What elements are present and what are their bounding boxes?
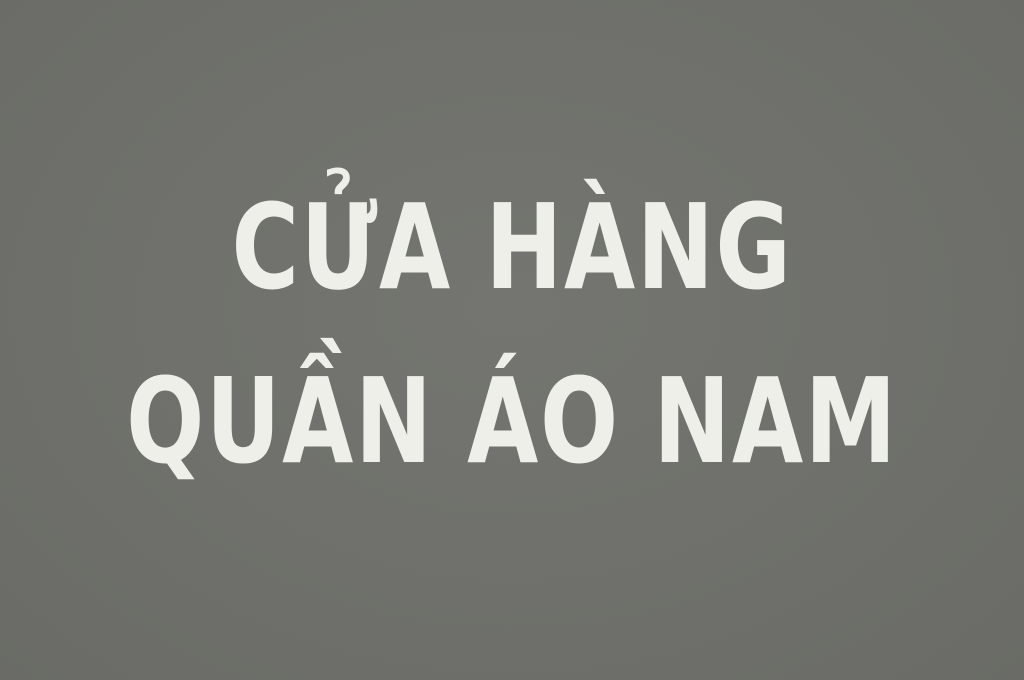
sign-title-line-2: QUẦN ÁO NAM [126,352,898,490]
sign-title-line-1: CỬA HÀNG [231,178,793,316]
